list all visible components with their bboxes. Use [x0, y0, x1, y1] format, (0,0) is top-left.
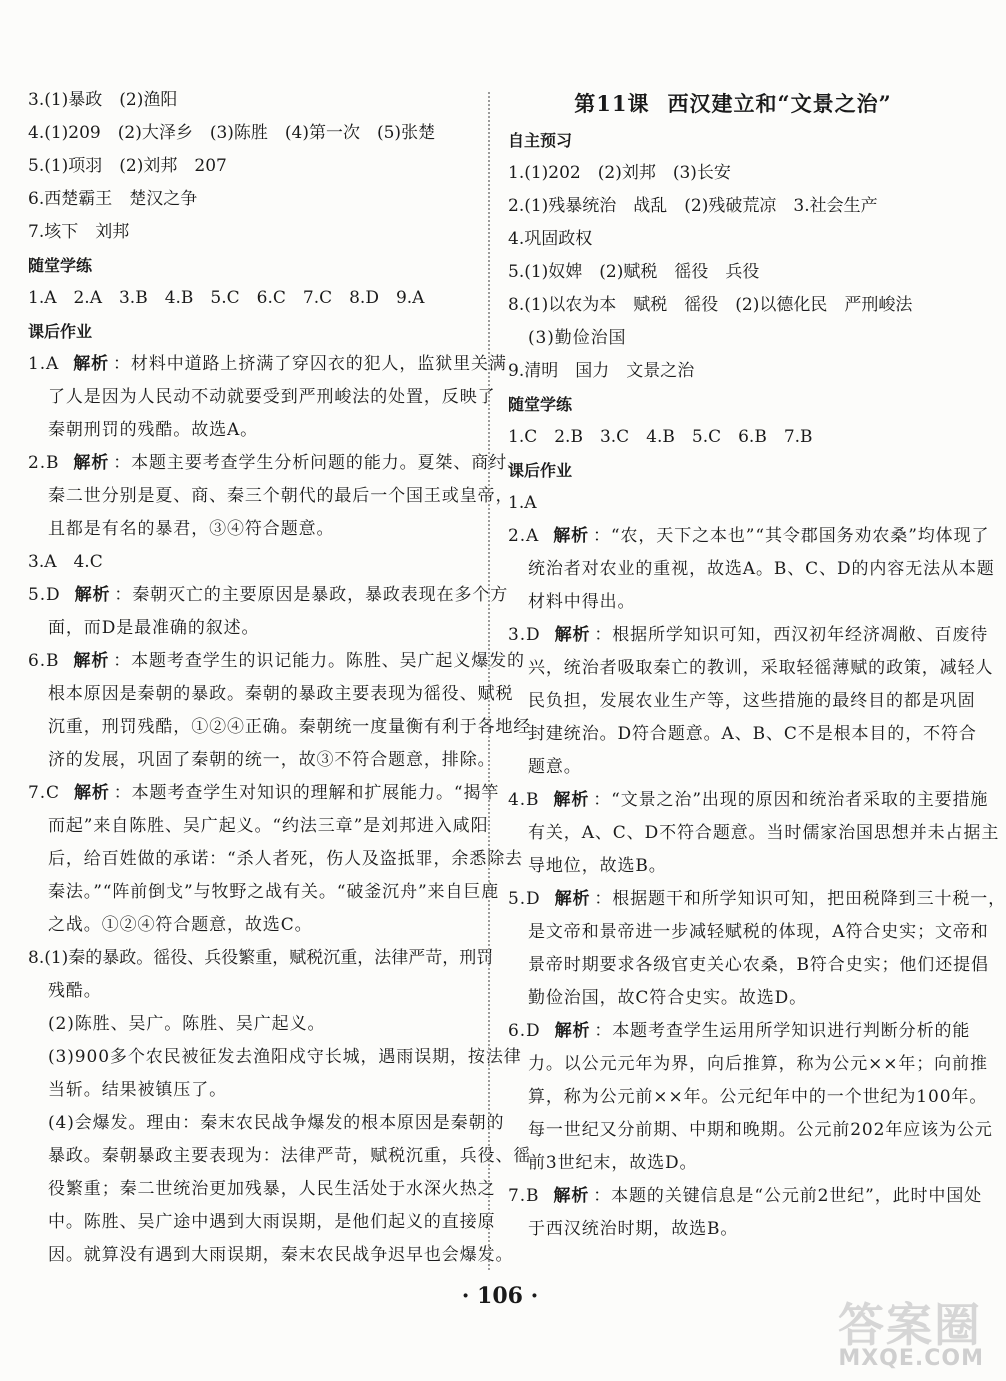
answer-text: ：“农，天下之本也”“其令郡国务劝农桑”均体现了 [593, 526, 990, 546]
text-line: (3)900多个农民被征发去渔阳戍守长城，遇雨误期，按法律 [48, 1047, 522, 1067]
text-line: 民负担，发展农业生产等，这些措施的最终目的都是巩固 [528, 691, 976, 711]
answer-number: 6.D [508, 1021, 541, 1041]
answer-text: ：“文景之治”出现的原因和统治者采取的主要措施 [593, 790, 989, 810]
text-line: 封建统治。D符合题意。A、B、C不是根本目的，不符合 [528, 724, 977, 744]
text-line: 了人是因为人民动不动就要受到严刑峻法的处置，反映了 [48, 387, 496, 407]
answer-line [508, 520, 990, 553]
analysis-label: 解析 [554, 1021, 591, 1041]
section-heading: 课后作业 [28, 322, 93, 341]
text-line: 之战。①②④符合题意，故选C。 [48, 915, 313, 935]
lesson-number: 第11课 [574, 91, 650, 116]
text-line: 秦朝刑罚的残酷。故选A。 [48, 420, 259, 440]
analysis-label: 解析 [74, 585, 111, 605]
watermark [788, 1289, 988, 1373]
text-line: 7.垓下 刘邦 [28, 222, 130, 242]
answer-line [28, 777, 500, 810]
analysis-label: 解析 [554, 889, 591, 909]
section-heading: 随堂学练 [28, 256, 93, 275]
text-line: 1.A 2.A 3.B 4.B 5.C 6.C 7.C 8.D 9.A [28, 288, 425, 308]
answer-text: ：根据所学知识可知，西汉初年经济凋敝、百废待 [594, 625, 989, 645]
right-column [508, 84, 1006, 1246]
answer-text: ：本题考查学生的识记能力。陈胜、吴广起义爆发的 [113, 651, 525, 671]
answer-line [28, 579, 509, 612]
text-line: 后，给百姓做的承诺：“杀人者死，伤人及盗抵罪，余悉除去 [48, 849, 523, 869]
text-line: (3)勤俭治国 [528, 328, 627, 348]
answer-text: ：本题的关键信息是“公元前2世纪”，此时中国处 [593, 1186, 983, 1206]
text-line: (4)会爆发。理由：秦末农民战争爆发的根本原因是秦朝的 [48, 1113, 505, 1133]
text-line: 景帝时期要求各级官吏关心农桑，B符合史实；他们还提倡 [528, 955, 989, 975]
analysis-label: 解析 [554, 625, 591, 645]
text-line: 勤俭治国，故C符合史实。故选D。 [528, 988, 808, 1008]
text-line: 6.西楚霸王 楚汉之争 [28, 189, 198, 209]
answer-number: 2.B [28, 453, 60, 473]
text-line: 当斩。结果被镇压了。 [48, 1080, 227, 1100]
text-line: 根本原因是秦朝的暴政。秦朝的暴政主要表现为徭役、赋税 [48, 684, 514, 704]
text-line: 2.(1)残暴统治 战乱 (2)残破荒凉 3.社会生产 [508, 196, 878, 216]
answer-line [28, 645, 525, 678]
answer-number: 3.D [508, 625, 541, 645]
text-line: 5.(1)奴婢 (2)赋税 徭役 兵役 [508, 262, 760, 282]
text-line: 力。以公元元年为界，向后推算，称为公元××年；向前推 [528, 1054, 988, 1074]
text-line: 且都是有名的暴君，③④符合题意。 [48, 519, 335, 539]
text-line: 5.(1)项羽 (2)刘邦 207 [28, 156, 227, 176]
answer-line [508, 1015, 971, 1048]
text-line: 兴，统治者吸取秦亡的教训，采取轻徭薄赋的政策，减轻人 [528, 658, 994, 678]
analysis-label: 解析 [553, 1186, 590, 1206]
text-line: 面，而D是最准确的叙述。 [48, 618, 260, 638]
answer-number: 7.B [508, 1186, 540, 1206]
text-line: 中。陈胜、吴广途中遇到大雨误期，是他们起义的直接原 [48, 1212, 496, 1232]
answer-number: 1.A [28, 354, 60, 374]
text-line: 8.(1)秦的暴政。徭役、兵役繁重，赋税沉重，法律严苛，刑罚 [28, 948, 494, 968]
answer-text: ：本题主要考查学生分析问题的能力。夏桀、商纣、 [113, 453, 525, 473]
lesson-title [508, 84, 958, 124]
text-line: 而起”来自陈胜、吴广起义。“约法三章”是刘邦进入咸阳 [48, 816, 489, 836]
text-line: 1.(1)202 (2)刘邦 (3)长安 [508, 163, 731, 183]
section-heading: 课后作业 [508, 461, 573, 480]
answer-line [508, 784, 989, 817]
answer-number: 2.A [508, 526, 540, 546]
text-line: 济的发展，巩固了秦朝的统一，故③不符合题意，排除。 [48, 750, 496, 770]
text-line: 每一世纪又分前期、中期和晚期。公元前202年应该为公元 [528, 1120, 993, 1140]
text-line: 3.(1)暴政 (2)渔阳 [28, 90, 178, 110]
text-line: 4.巩固政权 [508, 229, 593, 249]
text-line: 于西汉统治时期，故选B。 [528, 1219, 739, 1239]
answer-text: ：根据题干和所学知识可知，把田税降到三十税一， [594, 889, 1006, 909]
answer-line [508, 883, 1006, 916]
analysis-label: 解析 [553, 526, 590, 546]
analysis-label: 解析 [553, 790, 590, 810]
watermark-site: MXQE.COM [838, 1346, 984, 1371]
text-line: 残酷。 [48, 981, 102, 1001]
text-line: 秦二世分别是夏、商、秦三个朝代的最后一个国王或皇帝， [48, 486, 514, 506]
lesson-name: 西汉建立和“文景之治” [667, 91, 892, 116]
text-line: 9.清明 国力 文景之治 [508, 361, 695, 381]
text-line: 3.A 4.C [28, 552, 103, 572]
section-heading: 自主预习 [508, 131, 573, 150]
text-line: 题意。 [528, 757, 582, 777]
answer-line [508, 1180, 983, 1213]
answer-text: ：本题考查学生对知识的理解和扩展能力。“揭竿 [113, 783, 500, 803]
text-line: 统治者对农业的重视，故选A。B、C、D的内容无法从本题 [528, 559, 995, 579]
answer-line [28, 447, 525, 480]
answer-line [28, 348, 507, 381]
answer-text: ：材料中道路上挤满了穿囚衣的犯人，监狱里关满 [113, 354, 507, 374]
text-line: 导地位，故选B。 [528, 856, 667, 876]
text-line: 因。就算没有遇到大雨误期，秦末农民战争迟早也会爆发。 [48, 1245, 514, 1265]
text-line: 前3世纪末，故选D。 [528, 1153, 698, 1173]
text-line: 暴政。秦朝暴政主要表现为：法律严苛，赋税沉重，兵役、徭 [48, 1146, 532, 1166]
text-line: 材料中得出。 [528, 592, 636, 612]
analysis-label: 解析 [73, 453, 110, 473]
text-line: 1.C 2.B 3.C 4.B 5.C 6.B 7.B [508, 427, 813, 447]
answer-number: 4.B [508, 790, 540, 810]
text-line: 4.(1)209 (2)大泽乡 (3)陈胜 (4)第一次 (5)张楚 [28, 123, 436, 143]
analysis-label: 解析 [73, 354, 110, 374]
answer-text: ：本题考查学生运用所学知识进行判断分析的能 [594, 1021, 971, 1041]
column-divider [488, 92, 490, 1270]
text-line: 算，称为公元前××年。公元纪年中的一个世纪为100年。 [528, 1087, 988, 1107]
watermark-logo: 答案圈 [838, 1298, 982, 1352]
analysis-label: 解析 [73, 651, 110, 671]
page-number: · 106 · [461, 1283, 539, 1309]
text-line: (2)陈胜、吴广。陈胜、吴广起义。 [48, 1014, 326, 1034]
text-line: 秦法。”“阵前倒戈”与牧野之战有关。“破釜沉舟”来自巨鹿 [48, 882, 500, 902]
answer-number: 7.C [28, 783, 60, 803]
text-line: 1.A [508, 493, 537, 513]
section-heading: 随堂学练 [508, 395, 573, 414]
analysis-label: 解析 [73, 783, 110, 803]
text-line: 沉重，刑罚残酷，①②④正确。秦朝统一度量衡有利于各地经 [48, 717, 532, 737]
answer-number: 6.B [28, 651, 60, 671]
text-line: 有关，A、C、D不符合题意。当时儒家治国思想并未占据主 [528, 823, 1000, 843]
answer-number: 5.D [508, 889, 541, 909]
answer-line [508, 619, 989, 652]
text-line: 8.(1)以农为本 赋税 徭役 (2)以德化民 严刑峻法 [508, 295, 913, 315]
text-line: 是文帝和景帝进一步减轻赋税的体现，A符合史实；文帝和 [528, 922, 989, 942]
answer-number: 5.D [28, 585, 61, 605]
answer-text: ：秦朝灭亡的主要原因是暴政，暴政表现在多个方 [114, 585, 509, 605]
text-line: 役繁重；秦二世统治更加残暴，人民生活处于水深火热之 [48, 1179, 496, 1199]
